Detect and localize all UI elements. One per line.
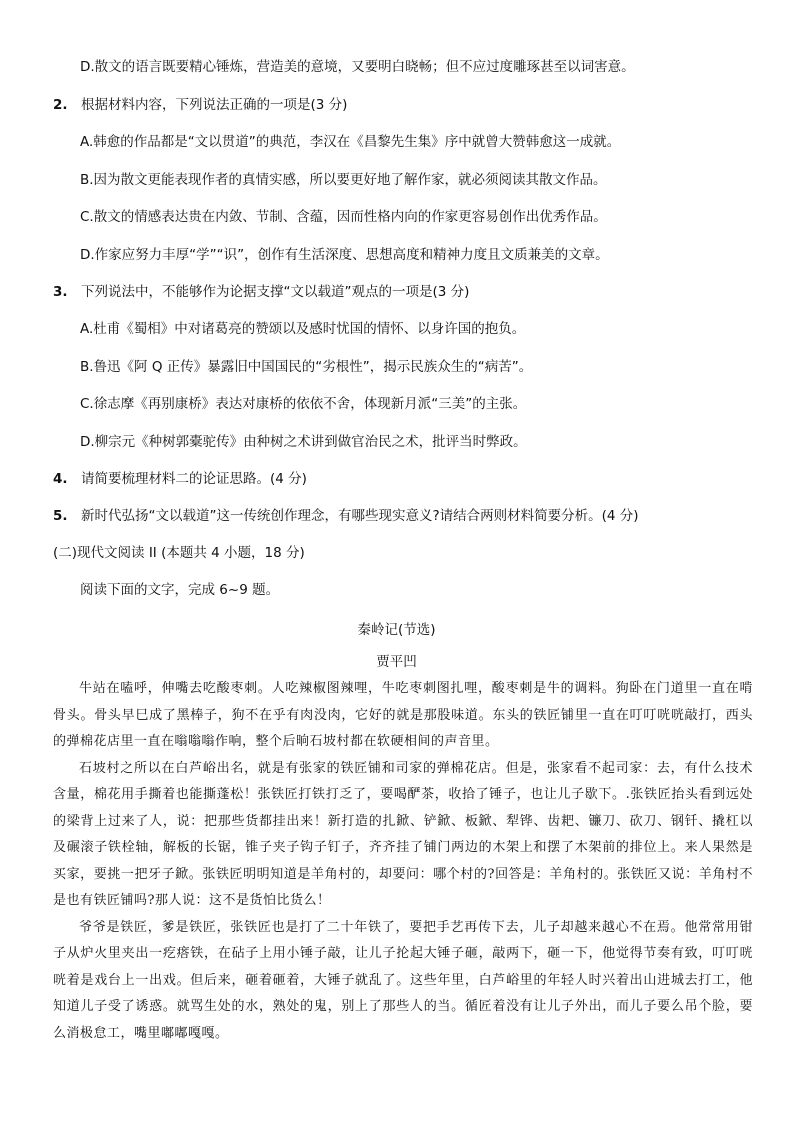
q3-option-d: D.柳宗元《种树郭橐驼传》由种树之术讲到做官治民之术，批评当时弊政。 <box>80 434 527 450</box>
q3-option-b: B.鲁迅《阿 Q 正传》暴露旧中国国民的“劣根性”，揭示民族众生的“病苦”。 <box>80 359 533 375</box>
q2-option-a: A.韩愈的作品都是“文以贯道”的典范，李汉在《昌黎先生集》序中就曾大赞韩愈这一成就。 <box>80 134 621 150</box>
question-3 <box>53 282 469 302</box>
q3-option-a: A.杜甫《蜀相》中对诸葛亮的赞颂以及感时忧国的情怀、以身许国的抱负。 <box>80 321 526 337</box>
article-paragraph: 石坡村之所以在白芦峪出名，就是有张家的铁匠铺和司家的弹棉花店。但是，张家看不起司家：去，有什么技术含量，棉花用手撕着也能撕蓬松！张铁匠打铁打乏了，要喝酽茶，收拾了锤子，也让儿子歇下。.张铁匠抬头看到远处的梁背上过来了人，说：把那些货都挂出来！新打造的扎鍁、铲鍁、板鍁、犁铧、齿耙、镰刀、砍刀、钢钎、撬杠以及碾滚子铁栓轴，解板的长锯，锥子夹子钩子钉子，齐齐挂了铺门两边的木架上和摆了木架前的排位上。来人果然是买家，要挑一把牙子鍁。张铁匠明明知道是羊角村的，却要问：哪个村的?回答是：羊角村的。张铁匠又说：羊角村不是也有铁匠铺吗?那人说：这不是货怕比货么！ <box>53 760 753 908</box>
q2-option-d: D.作家应努力丰厚“学”“识”，创作有生活深度、思想高度和精神力度且文质兼美的文章。 <box>80 247 609 263</box>
question-stem: 请简要梳理材料二的论证思路。(4 分) <box>81 471 307 487</box>
question-number: 5. <box>53 508 68 524</box>
q3-option-c: C.徐志摩《再别康桥》表达对康桥的依依不舍，体现新月派“三美”的主张。 <box>80 396 527 412</box>
article-author: 贾平凹 <box>376 654 417 670</box>
question-stem: 根据材料内容，下列说法正确的一项是(3 分) <box>81 97 348 113</box>
question-number: 3. <box>53 284 68 300</box>
q2-option-c: C.散文的情感表达贵在内敛、节制、含蕴，因而性格内向的作家更容易创作出优秀作品。 <box>80 209 607 225</box>
question-4 <box>53 469 307 489</box>
question-number: 4. <box>53 471 68 487</box>
q1-option-d: D.散文的语言既要精心锤炼，营造美的意境，又要明白晓畅；但不应过度雕琢甚至以词害意。 <box>80 59 635 75</box>
article-title: 秦岭记(节选) <box>357 622 436 638</box>
q2-option-b: B.因为散文更能表现作者的真情实感，所以要更好地了解作家，就必须阅读其散文作品。 <box>80 172 607 188</box>
question-number: 2. <box>53 97 68 113</box>
question-5 <box>53 506 639 526</box>
question-2 <box>53 95 347 115</box>
section-intro: 阅读下面的文字，完成 6~9 题。 <box>80 582 280 598</box>
question-stem: 下列说法中，不能够作为论据支撑“文以载道”观点的一项是(3 分) <box>81 284 470 300</box>
article-paragraph: 牛站在嗑呼，伸嘴去吃酸枣刺。人吃辣椒图辣哩，牛吃枣刺图扎哩，酸枣刺是牛的调料。狗卧在门道里一直在啃骨头。骨头早巳成了黑棒子，狗不在乎有肉没肉，它好的就是那股味道。东头的铁匠铺里一直在叮叮咣咣敲打，西头的弹棉花店里一直在嗡嗡嗡作响，整个后晌石坡村都在软硬相间的声音里。 <box>53 681 753 749</box>
section-heading: (二)现代文阅读 II (本题共 4 小题，18 分) <box>53 545 305 561</box>
article-body <box>53 676 753 1047</box>
article-paragraph: 爷爷是铁匠，爹是铁匠，张铁匠也是打了二十年铁了，要把手艺再传下去，儿子却越来越心不在焉。他常常用钳子从炉火里夹出一疙瘩铁，在砧子上用小锤子敲，让儿子抡起大锤子砸，敲两下，砸一下，他觉得节奏有致，叮叮咣咣着是戏台上一出戏。但后来，砸着砸着，大锤子就乱了。这些年里，白芦峪里的年轻人时兴着出山进城去打工，他知道儿子受了诱惑。就骂生处的水，熟处的鬼，别上了那些人的当。循匠着没有让儿子外出，而儿子要么吊个脸，要么消极怠工，嘴里嘟嘟嘎嘎。 <box>53 919 753 1041</box>
question-stem: 新时代弘扬“文以载道”这一传统创作理念，有哪些现实意义?请结合两则材料简要分析。(4 分) <box>81 508 639 524</box>
